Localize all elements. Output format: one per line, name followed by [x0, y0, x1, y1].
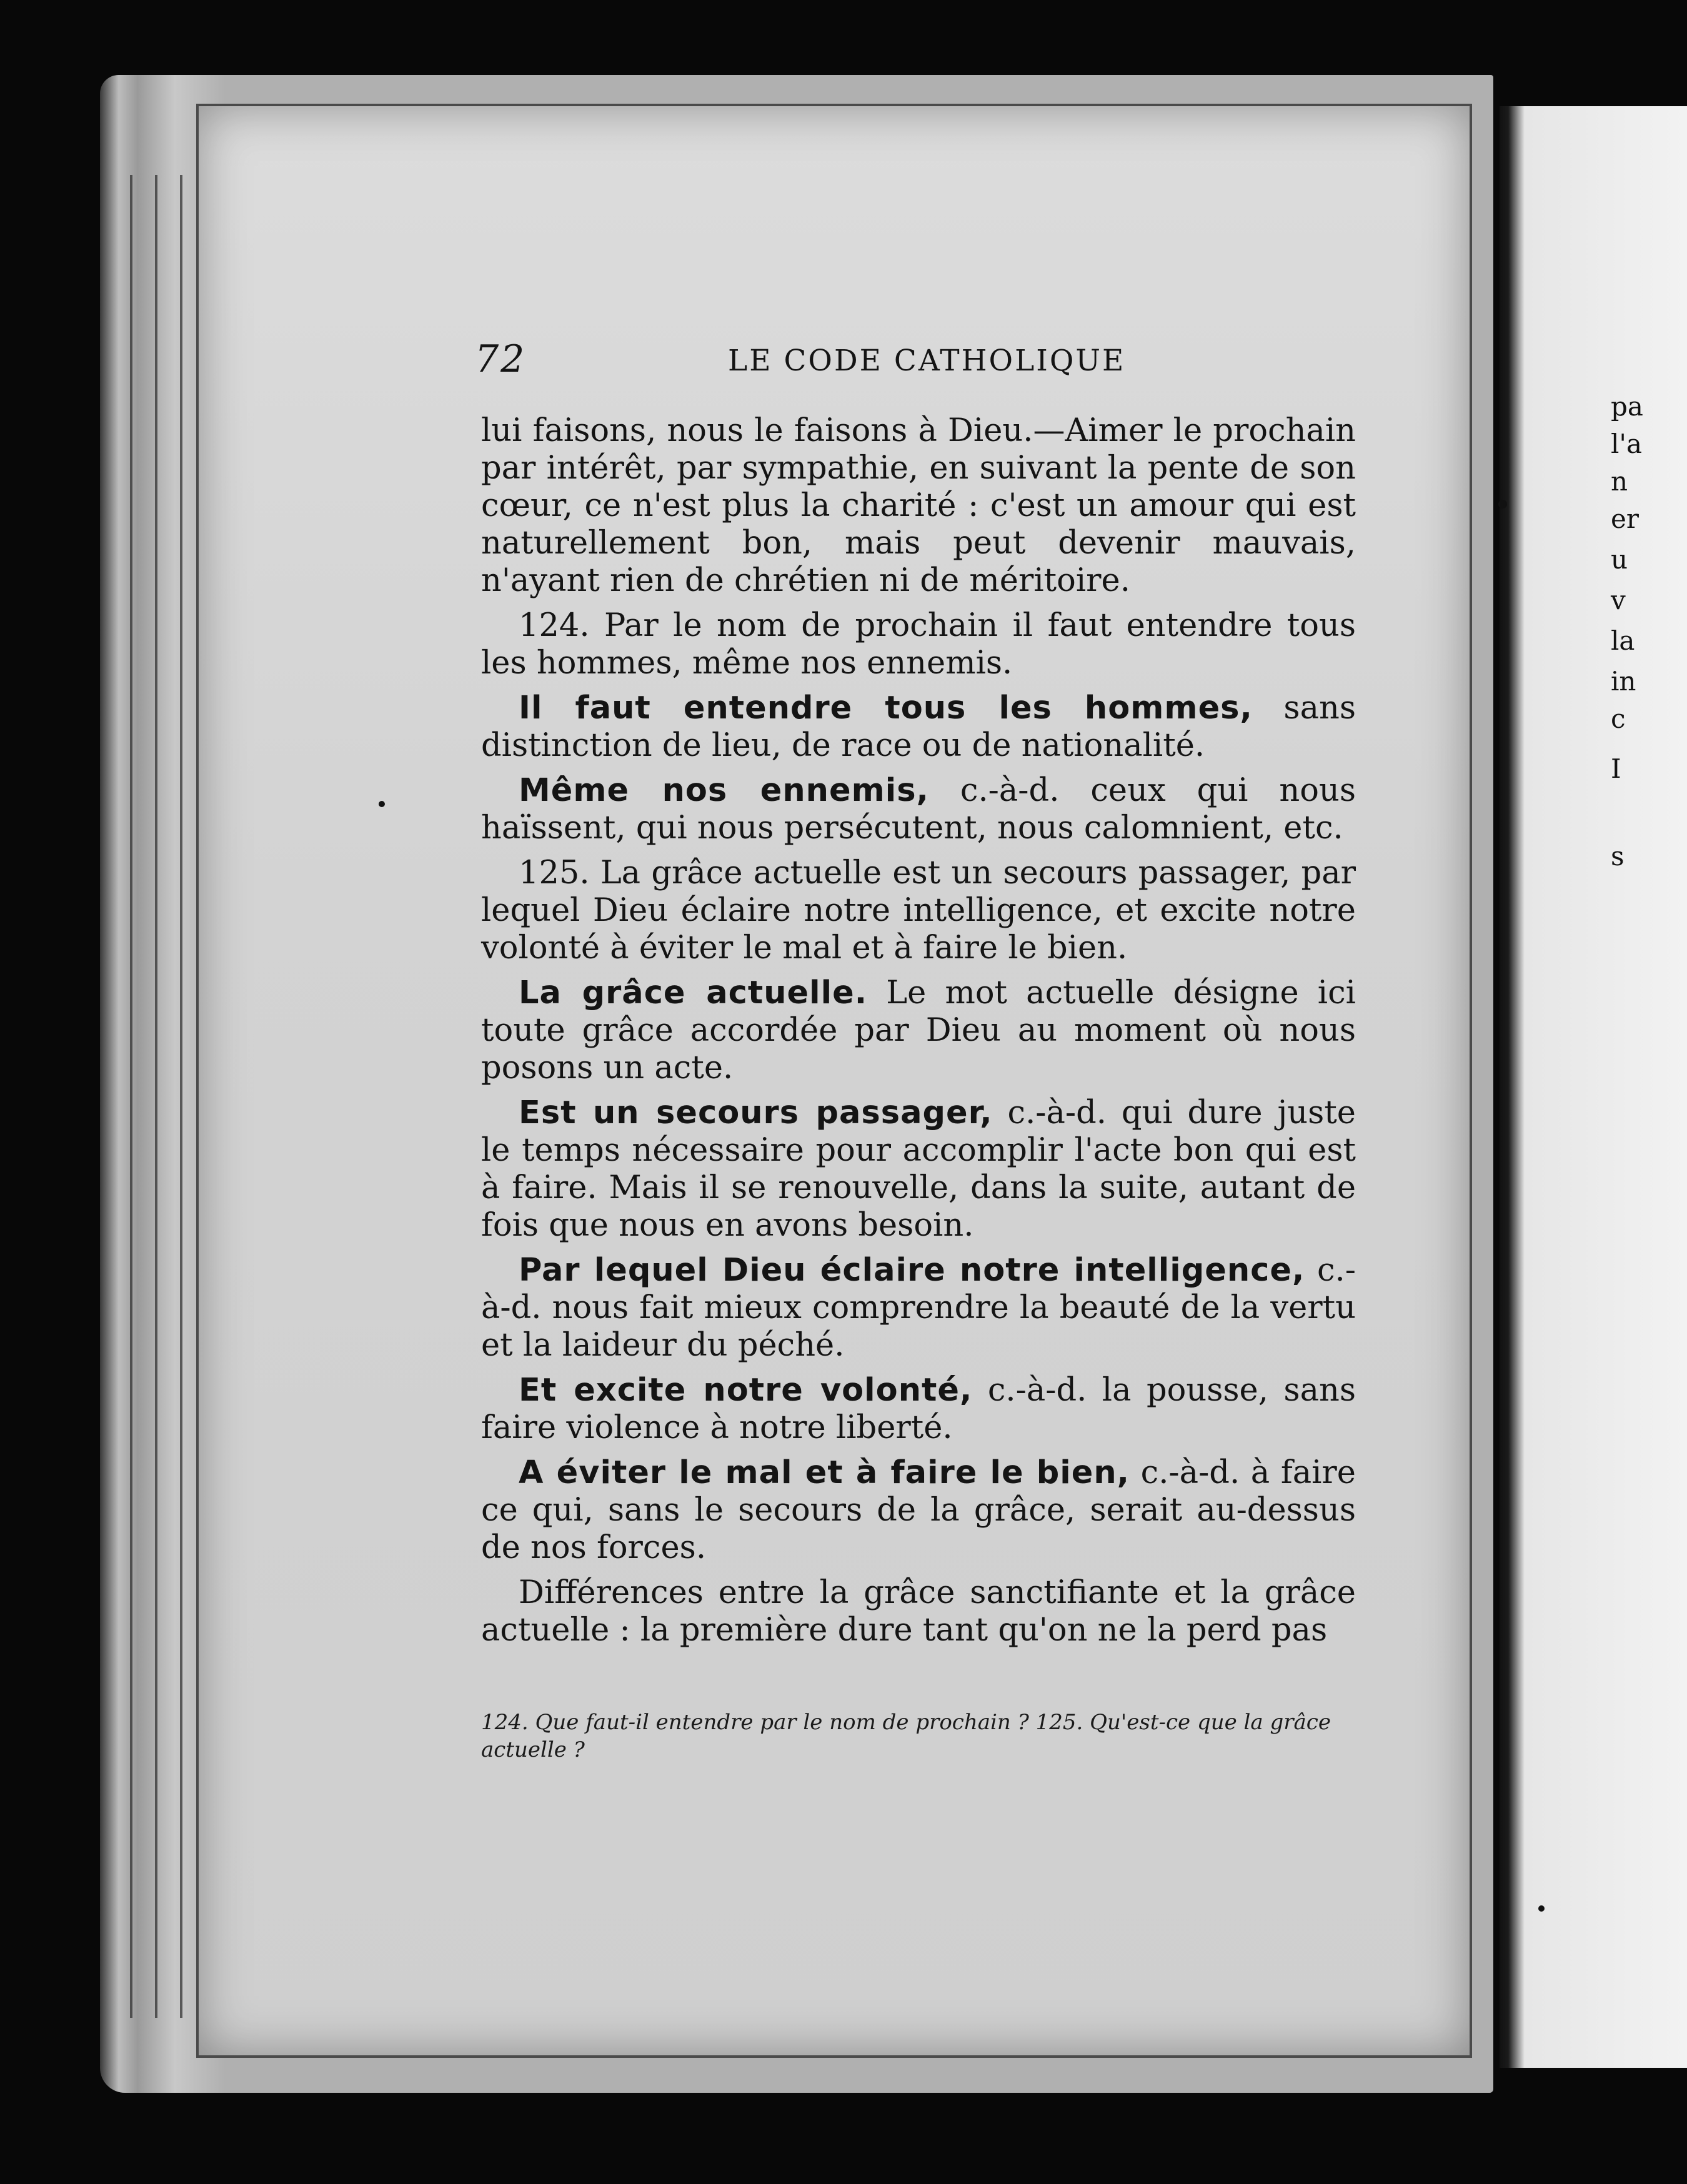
facing-page [1500, 106, 1687, 2068]
page-edge-line [180, 175, 182, 2018]
paragraph: lui faisons, nous le faisons à Dieu.—Aimer le prochain par intérêt, par sympathie, en suivant la pente de son cœur, ce n'est plus la charité : c'est un amour qui est naturellement bon, mais peut devenir mauvais, n'ayant rien de chrétien ni de méritoire. [481, 412, 1356, 599]
running-title: LE CODE CATHOLIQUE [728, 344, 1126, 378]
paragraph: Est un secours passager, c.-à-d. qui dure juste le temps nécessaire pour accomplir l'acte bon qui est à faire. Mais il se renouvelle, dans la suite, autant de fois que nous en avons besoin. [481, 1094, 1356, 1244]
paragraph: La grâce actuelle. Le mot actuelle désigne ici toute grâce accordée par Dieu au moment où nous posons un acte. [481, 975, 1356, 1086]
page-number: 72 [475, 337, 527, 381]
ink-speck [1498, 500, 1507, 509]
facing-page-fragment: n [1611, 466, 1628, 497]
paragraph: 125. La grâce actuelle est un secours passager, par lequel Dieu éclaire notre intelligence, et excite notre volonté à éviter le mal et à faire le bien. [481, 855, 1356, 966]
facing-page-fragment: in [1611, 666, 1636, 697]
paragraph: Et excite notre volonté, c.-à-d. la pousse, sans faire violence à notre liberté. [481, 1372, 1356, 1446]
paragraph: Même nos ennemis, c.-à-d. ceux qui nous haïssent, qui nous persécutent, nous calomnient, etc. [481, 772, 1356, 846]
facing-page-fragment: u [1611, 544, 1628, 575]
paragraph: 124. Par le nom de prochain il faut entendre tous les hommes, même nos ennemis. [481, 607, 1356, 682]
facing-page-fragment: la [1611, 625, 1635, 656]
facing-page-fragment: c [1611, 703, 1626, 734]
facing-page-fragment: er [1611, 504, 1639, 534]
facing-page-fragment: v [1611, 585, 1626, 615]
page-edge-line [130, 175, 132, 2018]
page-edge-line [155, 175, 157, 2018]
paragraph: Différences entre la grâce sanctifiante et la grâce actuelle : la première dure tant qu'on ne la perd pas [481, 1574, 1356, 1649]
paragraph: Il faut entendre tous les hommes, sans distinction de lieu, de race ou de nationalité. [481, 690, 1356, 764]
facing-page-fragment: l'a [1611, 429, 1643, 459]
facing-page-fragment: I [1611, 753, 1621, 784]
body-text [481, 412, 1356, 1657]
footnote: 124. Que faut-il entendre par le nom de prochain ? 125. Qu'est-ce que la grâce actuelle ? [481, 1710, 1331, 1762]
paragraph: A éviter le mal et à faire le bien, c.-à-d. à faire ce qui, sans le secours de la grâce, serait au-dessus de nos forces. [481, 1454, 1356, 1566]
facing-page-fragment: pa [1611, 391, 1643, 422]
facing-page-fragment: s [1611, 841, 1625, 871]
paragraph: Par lequel Dieu éclaire notre intelligence, c.-à-d. nous fait mieux comprendre la beauté de la vertu et la laideur du péché. [481, 1252, 1356, 1364]
ink-speck [379, 801, 385, 807]
ink-speck [1538, 1905, 1545, 1912]
